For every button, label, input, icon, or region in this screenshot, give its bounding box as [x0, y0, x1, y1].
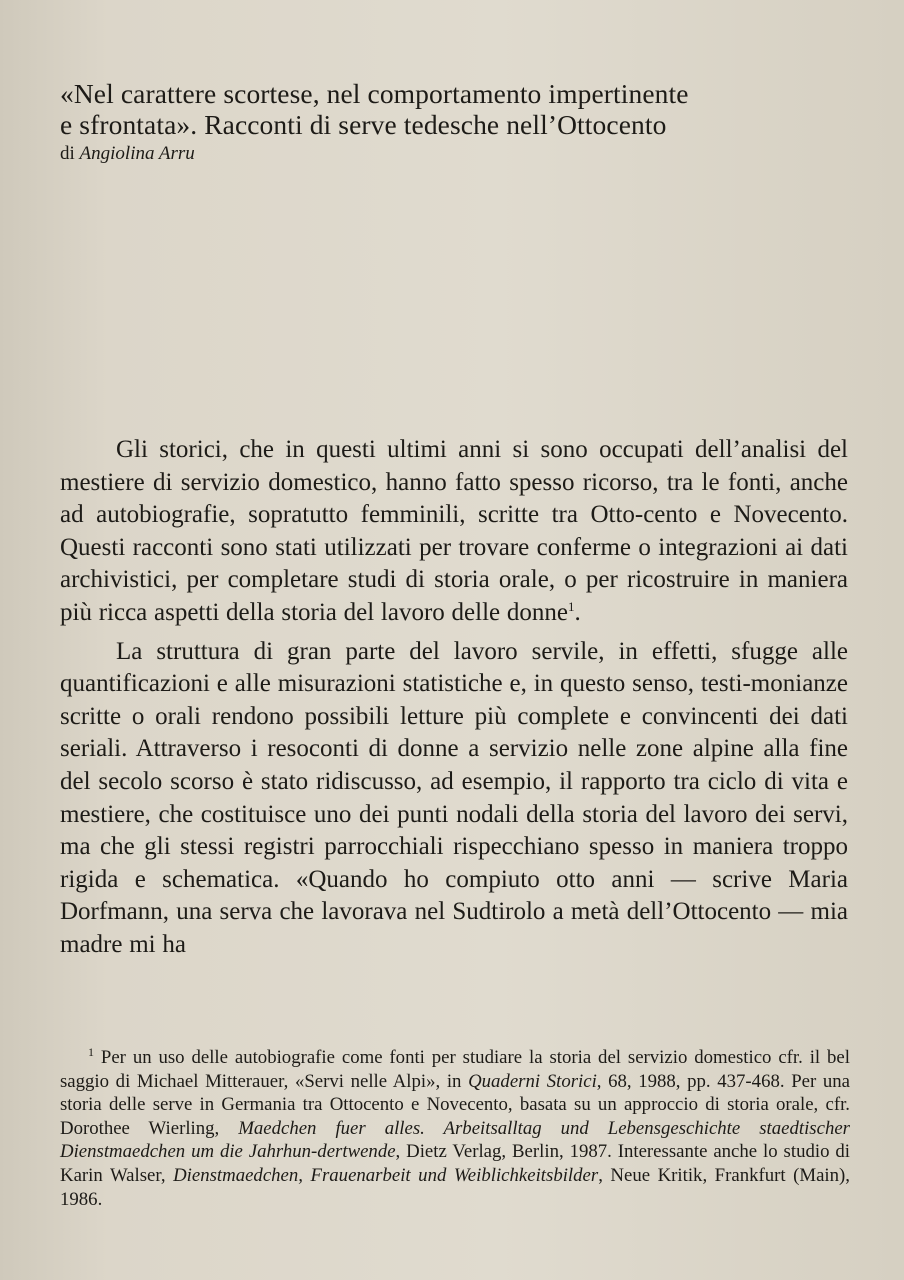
footnote-italic-a: Quaderni Storici [468, 1070, 597, 1092]
footnote-text-a: Per un uso delle autobiografie come fonti per studiare la storia del servizio domestico cfr. il bel saggio di Michael Mitterauer, «Servi nelle Alpi», in [60, 1047, 850, 1092]
footnote-text-d: , Neue Kritik, Frankfurt (Main), 1986. [60, 1164, 850, 1210]
paragraph-1-text: Gli storici, che in questi ultimi anni si sono occupati dell’analisi del mestiere di servizio domestico, hanno fatto spesso ricorso, tra le fonti, anche ad autobiografie, sopratutto femminili, scritte tra Otto-cento e Novecento. Questi racconti sono stati utilizzati per trovare conferme o integrazioni ai dati archivistici, per completare studi di storia orale, o per ricostruire in maniera più ricca aspetti della storia del lavoro delle donne [60, 436, 848, 626]
paragraph-1-end: . [574, 598, 581, 626]
footnote-italic-c: Dienstmaedchen, Frauenarbeit und Weiblichkeitsbilder [173, 1164, 599, 1186]
byline-prefix: di [60, 143, 75, 164]
author-name: Angiolina Arru [79, 143, 195, 164]
footnote-text-c: , Dietz Verlag, Berlin, 1987. Interessante anche lo studio di Karin Walser, [60, 1141, 850, 1186]
paragraph-1 [60, 434, 848, 630]
footnote-text-b: , 68, 1988, pp. 437-468. Per una storia delle serve in Germania tra Ottocento e Novecento, basata su un approccio di storia orale, cfr. Dorothee Wierling, [60, 1070, 850, 1139]
chapter-title-line-1: «Nel carattere scortese, nel comportamento impertinente [60, 78, 689, 109]
footnote-italic-b: Maedchen fuer alles. Arbeitsalltag und Lebensgeschichte staedtischer Dienstmaedchen um die Jahrhun-dertwende [60, 1117, 850, 1163]
paragraph-2: La struttura di gran parte del lavoro servile, in effetti, sfugge alle quantificazioni e alle misurazioni statistiche e, in questo senso, testi-monianze scritte o orali rendono possibili letture più complete e convincenti dei dati seriali. Attraverso i resoconti di donne a servizio nelle zone alpine alla fine del secolo scorso è stato ridiscusso, ad esempio, il rapporto tra ciclo di vita e mestiere, che costituisce uno dei punti nodali della storia del lavoro dei servi, ma che gli stessi registri parrocchiali rispecchiano spesso in maniera troppo rigida e schematica. «Quando ho compiuto otto anni — scrive Maria Dorfmann, una serva che lavorava nel Sudtirolo a metà dell’Ottocento — mia madre mi ha [60, 637, 848, 958]
byline [60, 142, 195, 166]
footnote-1 [60, 1046, 850, 1211]
chapter-title-line-2: e sfrontata». Racconti di serve tedesche nell’Ottocento [60, 109, 667, 140]
footnote-number: 1 [88, 1045, 94, 1059]
footnote [60, 1046, 850, 1211]
chapter-title [60, 78, 830, 140]
body-text [60, 434, 848, 962]
footnote-ref-1: 1 [567, 598, 575, 614]
